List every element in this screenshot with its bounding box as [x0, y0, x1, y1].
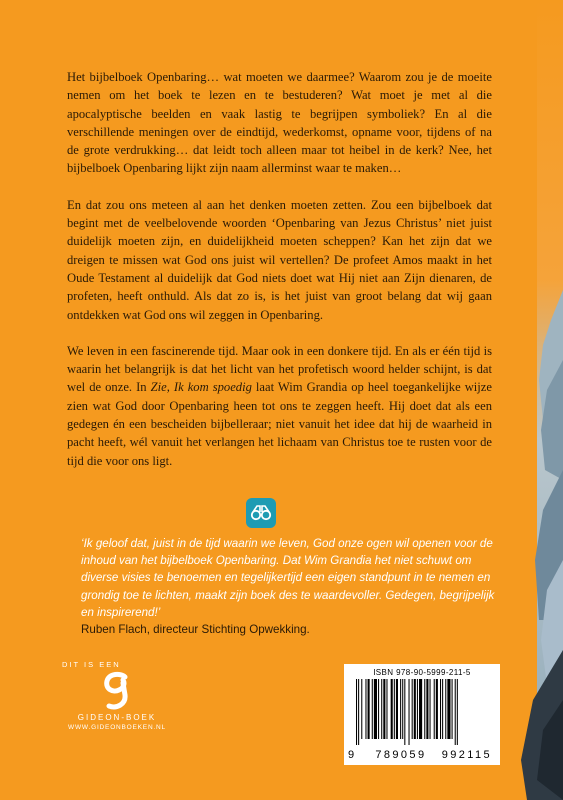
- barcode-bar: [378, 679, 379, 739]
- barcode-bar: [383, 679, 385, 739]
- barcode-bar: [381, 679, 382, 739]
- blurb-paragraph-3: [67, 342, 492, 470]
- barcode-bar: [414, 679, 416, 739]
- publisher-intro: DIT IS EEN: [62, 660, 121, 669]
- endorsement-author: Ruben Flach, directeur Stichting Opwekking.: [81, 623, 310, 636]
- publisher-name: GIDEON-BOEK: [77, 713, 157, 722]
- barcode-bar: [404, 679, 405, 745]
- barcode-bar: [447, 679, 450, 739]
- barcode-bar: [419, 679, 422, 739]
- blurb-paragraph-2: En dat zou ons meteen al aan het denken moeten zetten. Zou een bijbelboek dat begint met de veelbelovende woorden ‘Openbaring van Jezus Christus’ niet juist duidelijk moeten zijn, en duidelijkheid moeten scheppen? Kan het zijn dat we dreigen te missen wat God ons juist wil vertellen? De profeet Amos maakt in het Oude Testament al duidelijk dat God niets doet wat Hij niet aan Zijn dienaren, de profeten, heeft onthuld. Als dat zo is, is het juist van groot belang dat wij gaan ontdekken wat God ons wil zeggen in Openbaring.: [67, 197, 492, 322]
- barcode-bar: [445, 679, 446, 739]
- barcode-bar: [361, 679, 362, 739]
- barcode-bar: [436, 679, 438, 739]
- binoculars-badge: [246, 498, 276, 528]
- barcode-bar: [426, 679, 428, 739]
- publisher-logo: [62, 660, 172, 731]
- barcode-bar: [391, 679, 393, 739]
- publisher-url: WWW.GIDEONBOEKEN.NL: [68, 724, 166, 731]
- barcode-bar: [365, 679, 366, 739]
- barcode-bar: [374, 679, 377, 739]
- barcode-bar: [424, 679, 425, 739]
- binoculars-icon: [250, 504, 272, 522]
- barcode-digit-group-1: 789059: [375, 749, 427, 761]
- isbn-barcode: [344, 664, 500, 765]
- barcode-bar: [412, 679, 413, 739]
- barcode-bar: [442, 679, 443, 739]
- barcode-bar: [386, 679, 387, 739]
- mountain-photo-strip: [503, 0, 563, 800]
- barcode-bar: [409, 679, 410, 745]
- barcode-bar: [452, 679, 453, 739]
- barcode-bar: [440, 679, 441, 739]
- barcode-bar: [417, 679, 418, 739]
- barcode-bar: [358, 679, 359, 745]
- blurb-paragraph-1: Het bijbelboek Openbaring… wat moeten we daarmee? Waarom zou je de moeite nemen om het boek te lezen en te bestuderen? Wat moet je met al die apocalyptische beelden en vaak lastig te begrijpen symboliek? En al die verschillende meningen over de eindtijd, wederkomst, opname voor, tijdens of na de grote verdrukking… dat leidt toch alleen maar tot heibel in de kerk? Nee, het bijbelboek Openbaring lijkt zijn naam allerminst waar te maken…: [67, 70, 492, 176]
- endorsement-quote: ‘Ik geloof dat, juist in de tijd waarin we leven, God onze ogen wil openen voor de inhoud van het bijbelboek Openbaring. Dat Wim Grandia het niet schuwt om diverse visies te benoemen en tegelijkertijd een eigen standpunt in te nemen en grondig toe te lichten, maakt zijn boek des te waardevoller. Gedegen, begrijpelijk en inspirerend!’: [81, 537, 495, 619]
- barcode-digit-group-2: 992115: [441, 749, 492, 761]
- blurb: [67, 68, 492, 488]
- barcode-bar: [400, 679, 401, 739]
- barcode-digit-first: 9: [348, 749, 355, 761]
- barcode-bar: [396, 679, 398, 739]
- barcode-bar: [434, 679, 435, 739]
- barcode-bar: [430, 679, 431, 739]
- barcode-bar: [455, 679, 456, 745]
- barcode-bar: [368, 679, 370, 739]
- barcode-bar: [402, 679, 403, 739]
- barcode-digits: [344, 749, 500, 761]
- barcode-bar: [356, 679, 357, 745]
- barcode-bars: [352, 679, 492, 745]
- barcode-bar: [457, 679, 458, 745]
- barcode-bar: [372, 679, 373, 739]
- g-logo-icon: [95, 671, 139, 711]
- isbn-label: ISBN 978-90-5999-211-5: [373, 668, 471, 677]
- paragraph-3-part-1: We leven in een fascinerende tijd. Maar ook in een donkere tijd. En als er één tijd is waarin het belangrijk is dat het licht van het profetisch woord helder schijnt, is dat wel de onze. In: [67, 343, 492, 395]
- book-title: Zie, Ik kom spoedig: [150, 380, 252, 395]
- barcode-bar: [394, 679, 395, 739]
- paragraph-3-part-2: laat Wim Grandia op heel toegankelijke wijze zien wat God door Openbaring heen tot ons te zeggen heeft. Hij doet dat als een gedegen én een bescheiden bijbelleraar; niet vanuit het idee dat hij de waarheid in pacht heeft, wél vanuit het verlangen het lichaam van Christus toe te rusten voor de tijd die voor ons ligt.: [67, 380, 492, 468]
